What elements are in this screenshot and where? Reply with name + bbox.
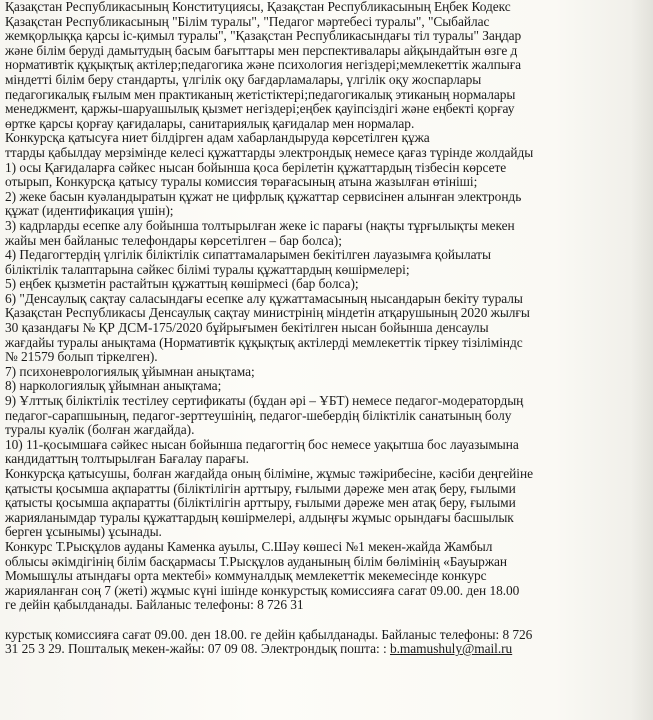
text-line: Конкурсқа қатысуға ниет білдірген адам хабарландыруда көрсетілген құжа — [5, 130, 430, 146]
text-line: туралы куәлік (болған жағдайда). — [5, 422, 195, 438]
text-line: ттарды қабылдау мерзімінде келесі құжаттарды электрондық немесе қағаз түрінде жолдайды — [5, 144, 534, 160]
list-item: 2) жеке басын куәландыратын құжат не цифрлық құжаттар сервисінен алынған электрондь — [5, 188, 522, 204]
text-line: қатысты қосымша ақпаратты (біліктілігін арттыру, ғылыми дәреже мен атақ беру, ғылыми — [5, 480, 516, 496]
text-line: курстық комиссияға сағат 09.00. ден 18.00. ге дейін қабылданады. Байланыс телефоны: 8 726 — [5, 626, 533, 642]
text-line: жемқорлыққа қарсы іс-қимыл туралы", "Қазақстан Республикасындағы тіл туралы" Заңдар — [5, 28, 522, 44]
text-line: менеджмент, қаржы-шаруашылық қызмет негіздері;еңбек қауіпсіздігі және еңбекті қорғау — [5, 101, 515, 117]
text-line: Момышұлы атындағы орта мектебі» коммуналдық мемлекеттік мекемесінде конкурс — [5, 568, 487, 584]
text-line: 30 қазандағы № ҚР ДСМ-175/2020 бұйрығымен бекітілген нысан бойынша денсаулы — [5, 320, 489, 336]
list-item: 8) наркологиялық ұйымнан анықтама; — [5, 378, 222, 394]
text-line: кандидаттың толтырылған Бағалау парағы. — [5, 451, 249, 467]
text-line: қатысты қосымша ақпаратты (біліктілігін арттыру, ғылыми дәреже мен атақ беру, ғылыми — [5, 495, 516, 511]
list-item: 4) Педагогтердің үлгілік біліктілік сипаттамаларымен бекітілген лауазымға қойылаты — [5, 247, 491, 263]
text-line: құжат (идентификация үшін); — [5, 203, 174, 219]
text-line: ге дейін қабылданады. Байланыс телефоны: 8 726 31 — [5, 597, 304, 613]
list-item: 1) осы Қағидаларға сәйкес нысан бойынша қоса берілетін құжаттардың тізбесін көрсете — [5, 159, 507, 175]
text-line: Қазақстан Республикасы Денсаулық сақтау министрінің міндетін атқарушының 2020 жылғы — [5, 305, 530, 321]
text-line: біліктілік талаптарына сәйкес білімі туралы құжаттардың көшірмелері; — [5, 261, 410, 277]
text-line: педагог-сарапшының, педагог-зерттеушінің, педагог-шебердің біліктілік санатының болу — [5, 407, 512, 423]
text-line: облысы әкімдігінің білім басқармасы Т.Рысқұлов ауданының білім бөлімінің «Бауыржан — [5, 553, 508, 569]
text-line: және білім беруді дамытудың басым бағыттары мен перспективалары айқындайтын өзге д — [5, 42, 518, 58]
text-line: міндетті білім беру стандарты, үлгілік оқу бағдарламалары, үлгілік оқу жоспарлары — [5, 71, 482, 87]
text-line: жайы мен байланыс телефондары көрсетілген – бар болса); — [5, 232, 342, 248]
text-line: Конкурсқа қатысушы, болған жағдайда оның біліміне, жұмыс тәжірибесіне, кәсіби деңгейіне — [5, 466, 533, 481]
text-line: берген ұсынымы) ұсынады. — [5, 524, 162, 540]
text-line: Қазақстан Республикасының Конституциясы, Қазақстан Республикасының Еңбек Кодекс — [5, 0, 511, 14]
text-line: өртке қарсы қорғау қағидалары, санитариялық қағидалар мен нормалар. — [5, 115, 415, 131]
text-line: жарияланымдар туралы құжаттардың көшірмелері, алдыңғы жұмыс орындағы басшылык — [5, 509, 514, 525]
document-body — [5, 0, 653, 657]
text-line: Конкурс Т.Рысқұлов ауданы Каменка ауылы, С.Шәу көшесі №1 мекен-жайда Жамбыл — [5, 538, 493, 554]
text-line: педагогикалық ғылым мен практиканың жетістіктері;педагогикалық этиканың нормалары — [5, 86, 516, 102]
list-item: 6) "Денсаулық сақтау саласындағы есепке алу құжаттамасының нысандарын бекіту туралы — [5, 290, 523, 306]
text-line: отырып, Конкурсқа қатысу туралы комиссия төрағасының атына жазылған өтініші; — [5, 174, 478, 190]
text-line: жарияланған соң 7 (жеті) жұмыс күні ішінде конкурстық комиссияға сағат 09.00. ден 18.00 — [5, 582, 520, 598]
email-link[interactable]: b.mamushuly@mail.ru — [389, 641, 513, 657]
blank-line — [5, 613, 653, 628]
list-item: 7) психоневрологиялық ұйымнан анықтама; — [5, 363, 255, 379]
list-item: 5) еңбек қызметін растайтын құжаттың көшірмесі (бар болса); — [5, 276, 359, 292]
list-item: 3) кадрларды есепке алу бойынша толтырылған жеке іс парағы (нақты тұрғылықты мекен — [5, 217, 515, 233]
text-line: 31 25 3 29. Пошталық мекен-жайы: 07 09 08. Электрондық пошта: : — [5, 641, 387, 657]
text-line: нормативтік құқықтық актілер;педагогика және психология негіздері;мемлекеттік жалпыға — [5, 57, 522, 73]
list-item: 9) Ұлттық біліктілік тестілеу сертификаты (бұдан әрі – ҰБТ) немесе педагог-модератордың — [5, 393, 524, 409]
text-line: Қазақстан Республикасының "Білім туралы", "Педагог мәртебесі туралы", "Сыбайлас — [5, 13, 490, 29]
list-item: 10) 11-қосымшаға сәйкес нысан бойынша педагогтің бос немесе уақытша бос лауазымына — [5, 436, 519, 452]
text-line: жағдайы туралы анықтама (Нормативтік құқықтық актілерді мемлекеттік тіркеу тізіліміндс — [5, 334, 523, 350]
contact-line — [5, 642, 653, 657]
text-line: № 21579 болып тіркелген). — [5, 349, 158, 365]
